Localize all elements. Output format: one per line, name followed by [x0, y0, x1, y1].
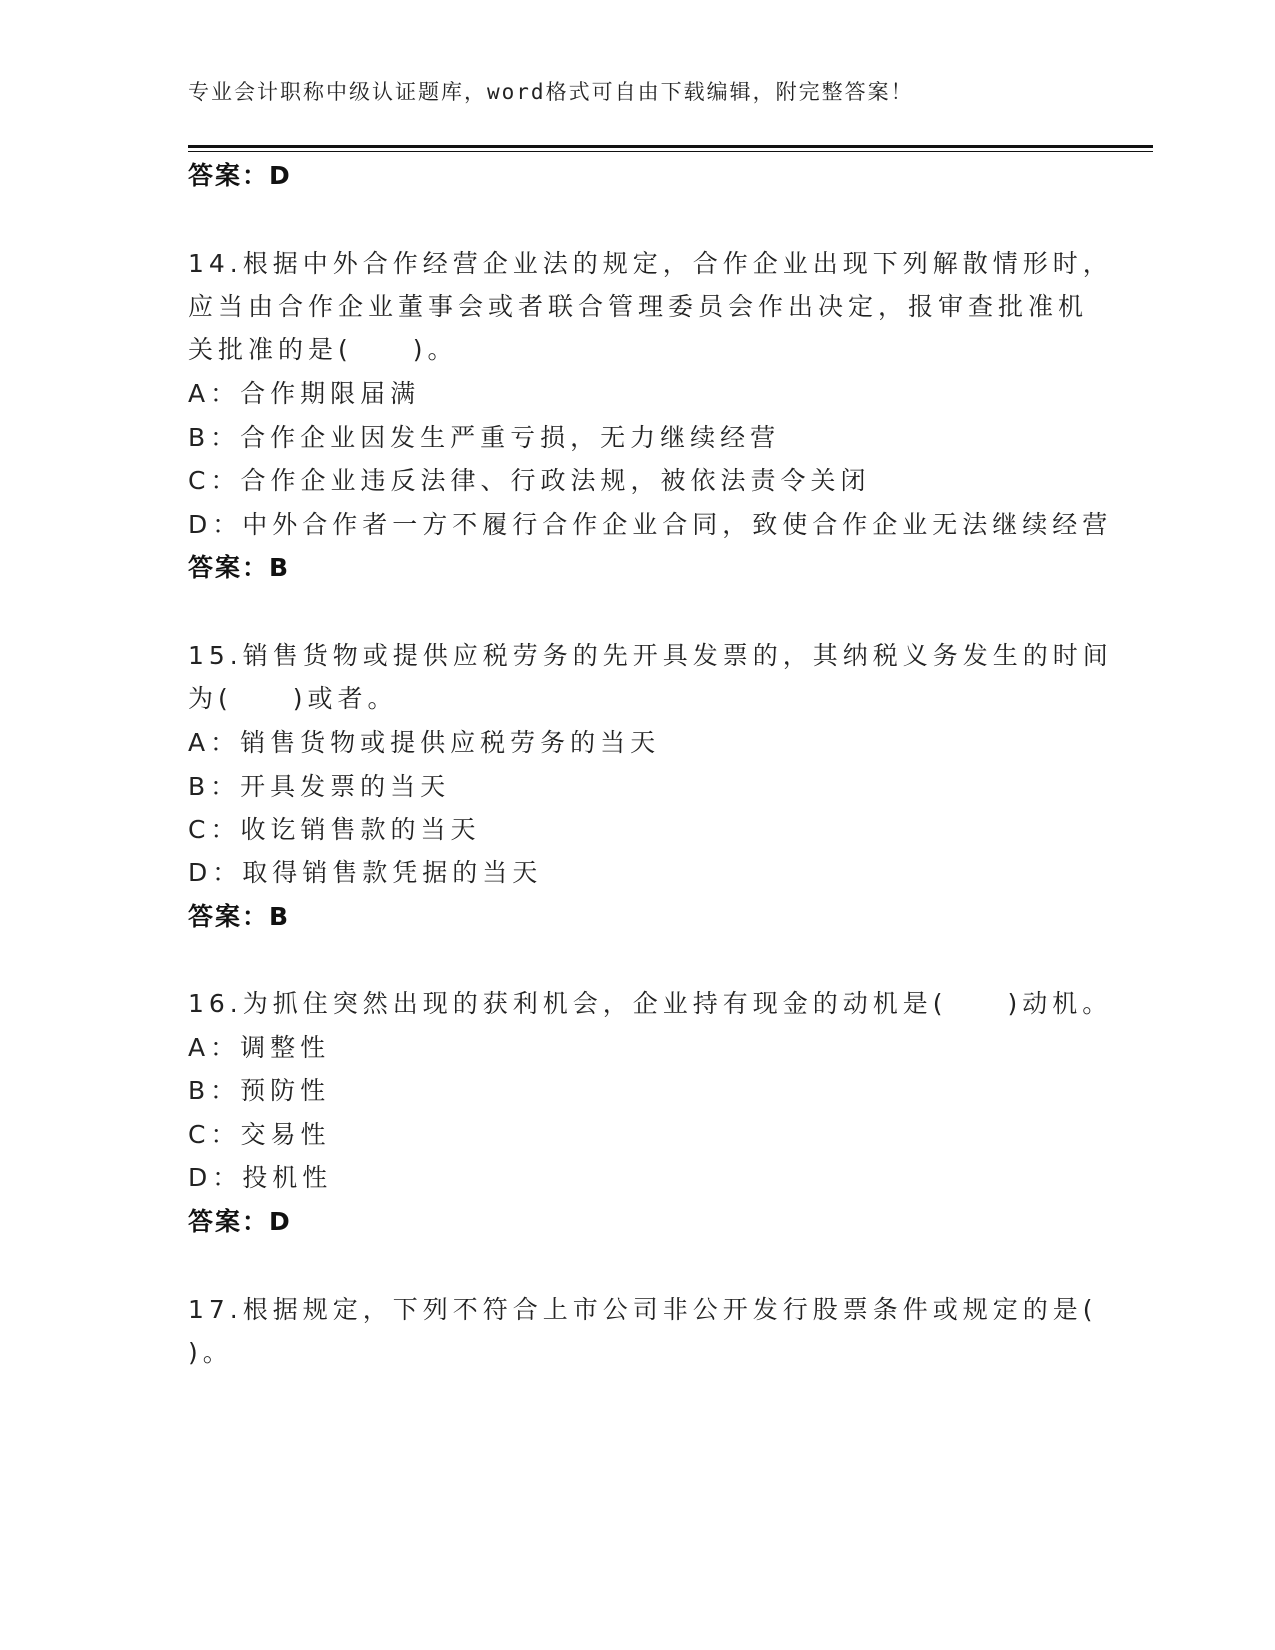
question-14-answer: 答案：B	[188, 553, 291, 582]
question-15-option-a: A：销售货物或提供应税劳务的当天	[188, 728, 661, 757]
question-14-option-d: D：中外合作者一方不履行合作企业合同，致使合作企业无法继续经营	[188, 510, 1113, 539]
page-header: 专业会计职称中级认证题库，word格式可自由下载编辑，附完整答案！	[188, 80, 914, 104]
header-rule-thin	[188, 151, 1153, 152]
question-15-answer: 答案：B	[188, 902, 291, 931]
header-rule-thick	[188, 145, 1153, 148]
question-14-option-b: B：合作企业因发生严重亏损，无力继续经营	[188, 423, 781, 452]
question-16-stem-line-1: 16.为抓住突然出现的获利机会，企业持有现金的动机是( )动机。	[188, 989, 1113, 1018]
question-14-stem-line-3: 关批准的是( )。	[188, 335, 458, 364]
question-15-option-b: B：开具发票的当天	[188, 772, 451, 801]
question-15-option-c: C：收讫销售款的当天	[188, 815, 481, 844]
question-15-option-d: D：取得销售款凭据的当天	[188, 858, 543, 887]
question-16-option-a: A：调整性	[188, 1033, 331, 1062]
previous-answer: 答案：D	[188, 161, 292, 190]
question-15-stem-line-1: 15.销售货物或提供应税劳务的先开具发票的，其纳税义务发生的时间	[188, 641, 1113, 670]
question-15-stem-line-2: 为( )或者。	[188, 684, 398, 713]
question-16-option-b: B：预防性	[188, 1076, 331, 1105]
question-14-stem-line-1: 14.根据中外合作经营企业法的规定，合作企业出现下列解散情形时，	[188, 249, 1113, 278]
question-17-stem-line-1: 17.根据规定，下列不符合上市公司非公开发行股票条件或规定的是(	[188, 1295, 1098, 1324]
question-17-stem-line-2: )。	[188, 1338, 233, 1367]
question-14-option-c: C：合作企业违反法律、行政法规，被依法责令关闭	[188, 466, 871, 495]
question-16-option-d: D：投机性	[188, 1163, 333, 1192]
question-14-option-a: A：合作期限届满	[188, 379, 421, 408]
question-16-answer: 答案：D	[188, 1207, 292, 1236]
question-14-stem-line-2: 应当由合作企业董事会或者联合管理委员会作出决定，报审查批准机	[188, 292, 1089, 321]
question-16-option-c: C：交易性	[188, 1120, 331, 1149]
